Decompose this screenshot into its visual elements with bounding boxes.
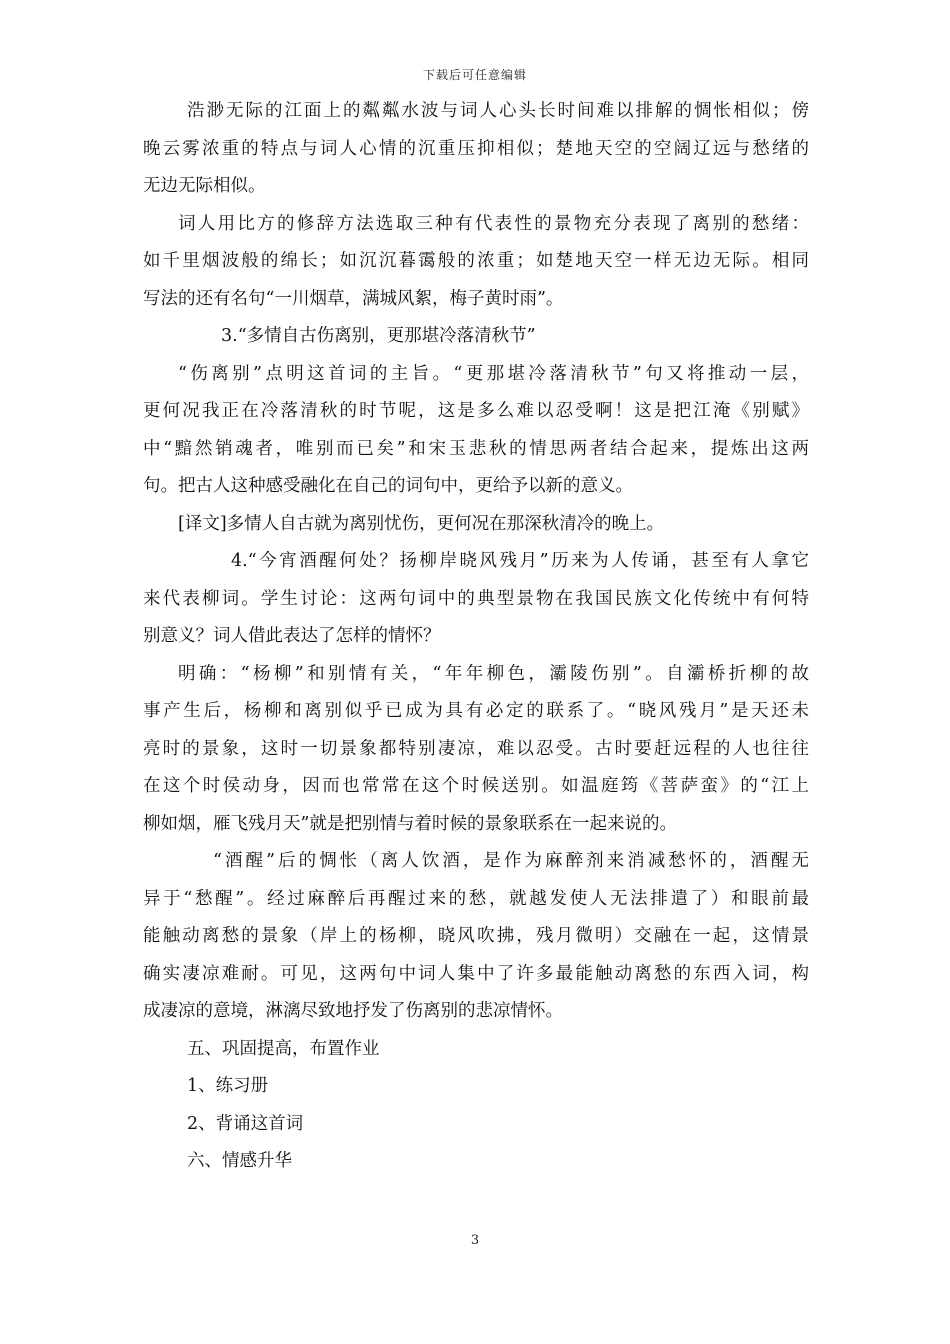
paragraph-line: 明确：“杨柳”和别情有关，“年年柳色，灞陵伤别”。自灞桥折柳的故 bbox=[178, 663, 809, 684]
page-header: 下载后可任意编辑 bbox=[422, 68, 527, 82]
paragraph-line: 无边无际相似。 bbox=[143, 176, 266, 196]
paragraph-line: 别意义？词人借此表达了怎样的情怀？ bbox=[143, 626, 441, 646]
section-heading: 五、巩固提高，布置作业 bbox=[187, 1038, 380, 1059]
paragraph-line: 句。把古人这种感受融化在自己的词句中，更给予以新的意义。 bbox=[143, 476, 633, 496]
paragraph-line: “酒醒”后的惆怅（离人饮酒，是作为麻醉剂来消减愁怀的，酒醒无 bbox=[213, 851, 809, 871]
paragraph-line: 异于“愁醒”。经过麻醉后再醒过来的愁，就越发使人无法排遣了）和眼前最 bbox=[143, 888, 809, 909]
paragraph-line: 中“黯然销魂者，唯别而已矣”和宋玉悲秋的情思两者结合起来，提炼出这两 bbox=[143, 438, 809, 459]
section-heading: 六、情感升华 bbox=[187, 1151, 292, 1171]
paragraph-line: 亮时的景象，这时一切景象都特别凄凉，难以忍受。古时要赶远程的人也往往 bbox=[143, 738, 809, 759]
paragraph-line: 能触动离愁的景象（岸上的杨柳，晓风吹拂，残月微明）交融在一起，这情景 bbox=[143, 926, 809, 946]
list-item: 2、背诵这首词 bbox=[187, 1113, 304, 1134]
section-heading: 3.“多情自古伤离别，更那堪冷落清秋节” bbox=[221, 326, 536, 346]
document-body bbox=[143, 93, 809, 1181]
paragraph-line: 更何况我正在冷落清秋的时节呢，这是多么难以忍受啊！这是把江淹《别赋》 bbox=[143, 401, 809, 421]
paragraph-line: 晚云雾浓重的特点与词人心情的沉重压抑相似；楚地天空的空阔辽远与愁绪的 bbox=[143, 138, 809, 159]
translation-line: [译文]多情人自古就为离别忧伤，更何况在那深秋清冷的晚上。 bbox=[178, 513, 665, 534]
paragraph-line: 柳如烟，雁飞残月天”就是把别情与着时候的景象联系在一起来说的。 bbox=[143, 813, 677, 834]
list-item: 1、练习册 bbox=[187, 1076, 269, 1096]
paragraph-line: 事产生后，杨柳和离别似乎已成为具有必定的联系了。“晓风残月”是天还未 bbox=[143, 701, 809, 721]
paragraph-line: 写法的还有名句“一川烟草，满城风絮，梅子黄时雨”。 bbox=[143, 288, 564, 309]
paragraph-line: “伤离别”点明这首词的主旨。“更那堪冷落清秋节”句又将推动一层， bbox=[178, 363, 809, 384]
paragraph-line: 如千里烟波般的绵长；如沉沉暮霭般的浓重；如楚地天空一样无边无际。相同 bbox=[143, 251, 809, 271]
paragraph-line: 来代表柳词。学生讨论：这两句词中的典型景物在我国民族文化传统中有何特 bbox=[143, 588, 809, 609]
paragraph-line: 浩渺无际的江面上的粼粼水波与词人心头长时间难以排解的惆怅相似；傍 bbox=[187, 101, 809, 121]
paragraph-line: 确实凄凉难耐。可见，这两句中词人集中了许多最能触动离愁的东西入词，构 bbox=[143, 963, 809, 984]
paragraph-line: 4.“今宵酒醒何处？扬柳岸晓风残月”历来为人传诵，甚至有人拿它 bbox=[231, 551, 809, 571]
paragraph-line: 成凄凉的意境，淋漓尽致地抒发了伤离别的悲凉情怀。 bbox=[143, 1001, 563, 1021]
paragraph-line: 在这个时侯动身，因而也常常在这个时候送别。如温庭筠《菩萨蛮》的“江上 bbox=[143, 776, 809, 796]
paragraph-line: 词人用比方的修辞方法选取三种有代表性的景物充分表现了离别的愁绪： bbox=[178, 213, 809, 234]
page-number: 3 bbox=[470, 1233, 480, 1248]
